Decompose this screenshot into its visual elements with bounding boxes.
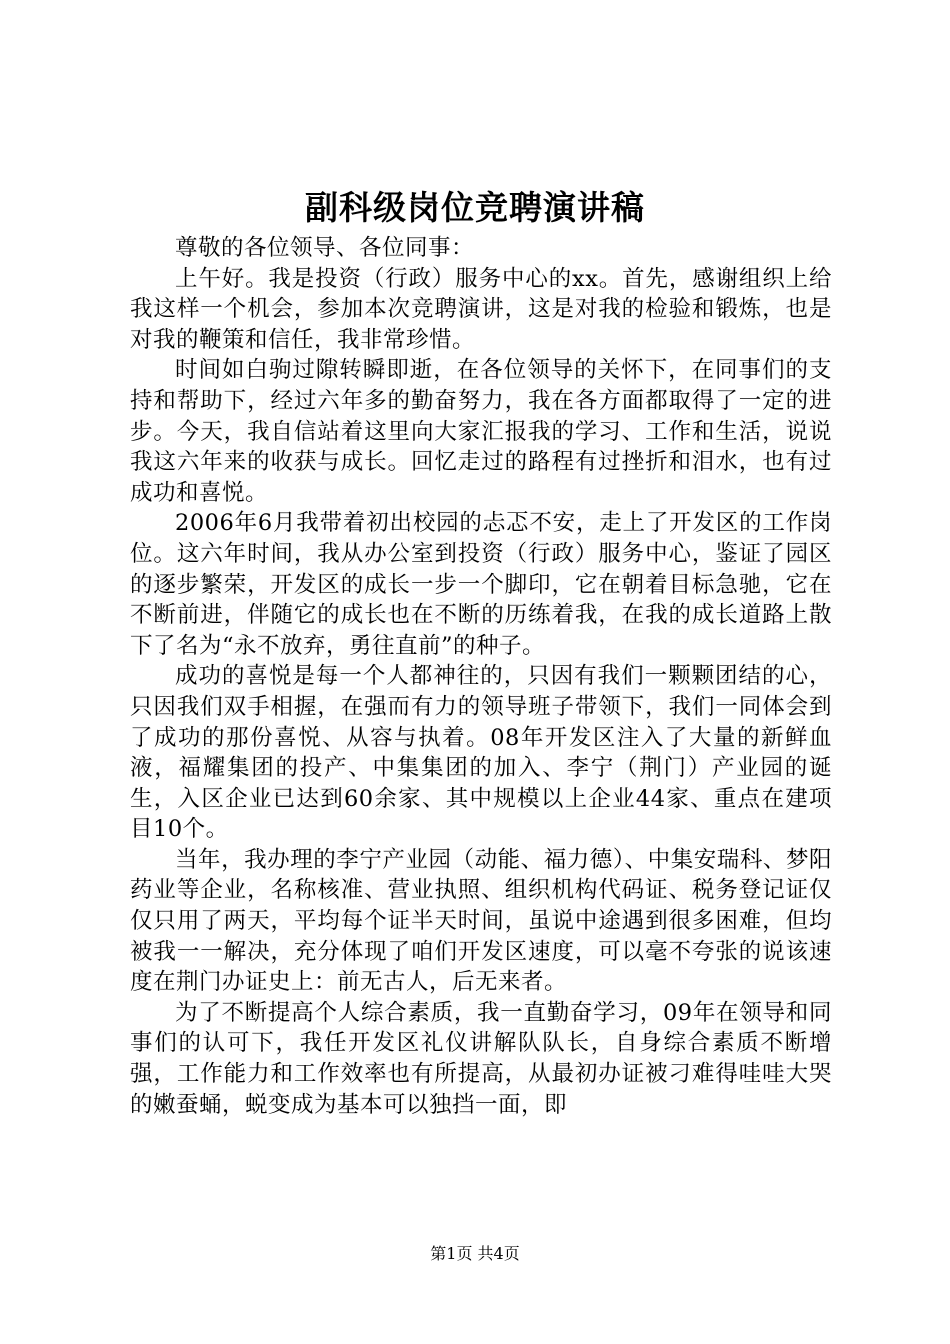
paragraph-salutation: 尊敬的各位领导、各位同事： [175,235,475,261]
page-number-footer: 第1页 共4页 [430,1244,520,1263]
paragraph-licensing: 当年，我办理的李宁产业园（动能、福力德）、中集安瑞科、梦阳药业等企业，名称核准、营业执照、组织机构代码证、税务登记证仅仅只用了两天，平均每个证半天时间，虽说中途遇到很多困难，但均被我一一解决，充分体现了咱们开发区速度，可以毫不夸张的说该速度在荆门办证史上：前无古人，后无来者。 [130,846,832,996]
paragraph-learning: 为了不断提高个人综合素质，我一直勤奋学习，09年在领导和同事们的认可下，我任开发区礼仪讲解队队长，自身综合素质不断增强，工作能力和工作效率也有所提高，从最初办证被刁难得哇哇大哭的嫩蚕蛹，蜕变成为基本可以独挡一面，即 [130,999,832,1118]
document-body [130,233,832,1120]
paragraph-progress: 时间如白驹过隙转瞬即逝，在各位领导的关怀下，在同事们的支持和帮助下，经过六年多的勤奋努力，我在各方面都取得了一定的进步。今天，我自信站着这里向大家汇报我的学习、工作和生活，说说我这六年来的收获与成长。回忆走过的路程有过挫折和泪水，也有过成功和喜悦。 [130,357,832,506]
document-title: 副科级岗位竞聘演讲稿 [305,188,645,227]
paragraph-greeting: 上午好。我是投资（行政）服务中心的xx。首先，感谢组织上给我这样一个机会，参加本次竞聘演讲，这是对我的检验和锻炼，也是对我的鞭策和信任，我非常珍惜。 [130,265,832,353]
paragraph-success: 成功的喜悦是每一个人都神往的，只因有我们一颗颗团结的心，只因我们双手相握，在强而有力的领导班子带领下，我们一同体会到了成功的那份喜悦、从容与执着。08年开发区注入了大量的新鲜血液，福耀集团的投产、中集集团的加入、李宁（荆门）产业园的诞生，入区企业已达到60余家、其中规模以上企业44家、重点在建项目10个。 [130,663,832,843]
paragraph-career-start: 2006年6月我带着初出校园的忐忑不安，走上了开发区的工作岗位。这六年时间，我从办公室到投资（行政）服务中心，鉴证了园区的逐步繁荣，开发区的成长一步一个脚印，它在朝着目标急驰，它在不断前进，伴随它的成长也在不断的历练着我，在我的成长道路上散下了名为“永不放弃，勇往直前”的种子。 [130,510,832,659]
